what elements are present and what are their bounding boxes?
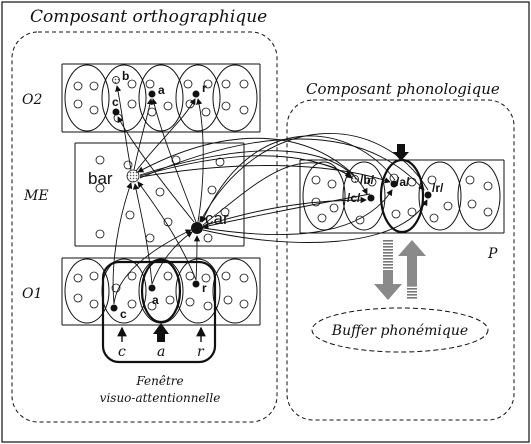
orthographic-title: Composant orthographique (30, 7, 268, 27)
phoneme-b: /b/ (360, 173, 374, 187)
phoneme-a: /a/ (396, 175, 410, 189)
o1-node-r (193, 281, 200, 288)
input-arrow-a (153, 323, 169, 342)
word-to-o2-connections (117, 86, 203, 222)
o1-node-a (149, 285, 156, 292)
o2-node-c (113, 109, 120, 116)
p-layer (300, 160, 504, 233)
o1-layer (62, 258, 260, 325)
word-node-bar (127, 170, 139, 182)
word-car: car (205, 209, 229, 228)
buffer-arrows (374, 240, 426, 300)
window-label-line2: visuo-attentionnelle (99, 391, 221, 405)
phoneme-c: /c/ (347, 191, 361, 205)
o1-letter-r: r (202, 281, 207, 295)
word-bar: bar (88, 169, 113, 188)
o2-node-r (193, 91, 200, 98)
phonological-title: Composant phonologique (306, 80, 500, 98)
input-letter-c: c (118, 344, 126, 360)
outer-frame (2, 2, 529, 442)
o1-to-word-connections (113, 182, 197, 304)
phoneme-r: /r/ (432, 181, 444, 195)
o2-letter-a: a (158, 83, 165, 97)
o1-label: O1 (22, 286, 43, 302)
input-letter-r: r (197, 344, 204, 360)
attention-focus-ellipse (142, 260, 180, 322)
orthographic-box (12, 32, 277, 422)
buffer-label: Buffer phonémique (331, 323, 469, 339)
o2-letter-c: c (112, 95, 119, 109)
o2-label: O2 (22, 92, 43, 108)
me-label: ME (24, 188, 49, 204)
o2-node-a (149, 91, 156, 98)
o2-node-b (113, 77, 120, 84)
window-label-line1: Fenêtre (136, 374, 184, 388)
p-label: P (488, 246, 498, 262)
o1-letter-a: a (152, 293, 159, 307)
o2-letter-r: r (202, 81, 207, 95)
o1-letter-c: c (120, 307, 127, 321)
phoneme-node-c (368, 195, 375, 202)
o2-letter-b: b (122, 69, 130, 83)
phoneme-node-r (425, 192, 432, 199)
o2-layer (62, 64, 260, 132)
word-node-car (191, 222, 203, 234)
o1-node-c (111, 305, 118, 312)
input-letter-a: a (157, 344, 166, 360)
